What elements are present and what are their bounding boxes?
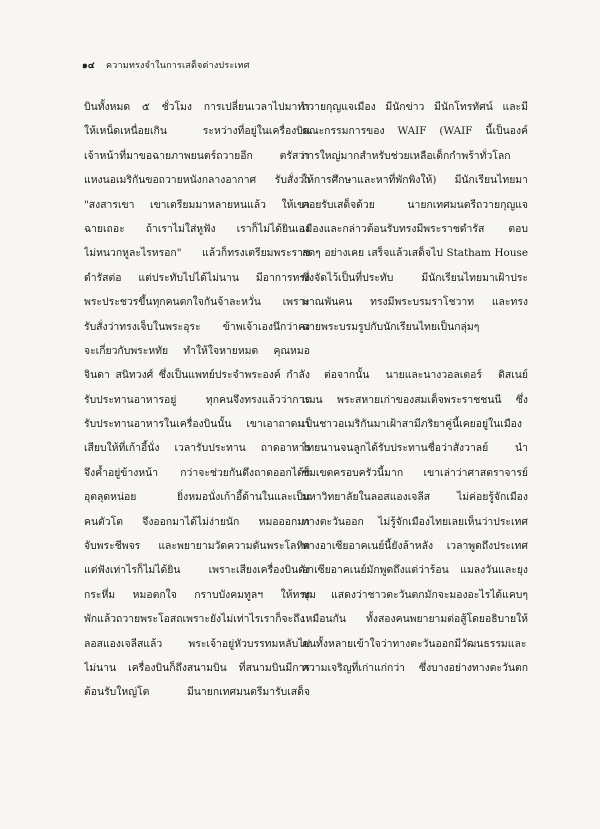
text-line: ต่อจากนั้น นายและนางวอลเตอร์ ดิสเนย์: [324, 369, 528, 382]
text-line: เสียบให้ที่เก้าอี้นั่ง เวลารับประทาน ถาดอาหาร: [84, 442, 310, 455]
text-line: จะเกี่ยวกับพระหทัย ทำให้ใจหายหมด คุณหมอ: [84, 344, 310, 357]
text-line: คณะกรรมการของ WAIF (WAIF นี้เป็นองค์: [302, 125, 528, 138]
text-line: คนทั้งหลายเข้าใจว่าทางตะวันออกมีวัฒนธรรมและ: [302, 637, 527, 650]
text-line: รับประทานอาหารในเครื่องบินนั้น เขาเอาถาดมา: [84, 418, 310, 431]
text-line: แต่ฟังเท่าไรก็ไม่ได้ยิน เพราะเสียงเครื่องบินดัง: [84, 564, 310, 577]
text-line: คอยรับเสด็จด้วย นายกเทศมนตรีถวายกุญแจ: [302, 198, 528, 211]
paragraph: [302, 95, 528, 339]
text-line: กระหึ่ม หมอตกใจ กราบบังคมทูลฯ ให้ทรง: [84, 588, 310, 601]
text-line: การใหญ่มากสำหรับช่วยเหลือเด็กกำพร้าทั่วโลก: [302, 149, 511, 162]
text-line: คนตัวโต จึงออกมาได้ไม่ง่ายนัก หมอออกมา: [84, 515, 310, 528]
left-column: [84, 95, 310, 705]
text-line: ไม่หนวกหูละไรหรอก" แล้วก็ทรงเตรียมพระราช: [84, 247, 310, 260]
text-line: ฉายเถอะ ถ้าเราไม่ใส่หูฟัง เราก็ไม่ได้ยินเอง: [84, 222, 310, 235]
text-line: แหงนอเมริกันขอถวายหนังกลางอากาศ รับสั่งว่า: [84, 174, 310, 187]
text-line: จึงค้ำอยู่ข้างหน้า กว่าจะช่วยกันดึงถาดออกได้ก็: [84, 466, 310, 479]
text-line: ทางตะวันออก ไม่รู้จักเมืองไทยเลยเห็นว่าประเทศ: [302, 515, 528, 528]
text-line: บินทั้งหมด ๕ ชั่วโมง การเปลี่ยนเวลาไปมาทำ: [84, 101, 310, 113]
text-line: พระประชวรขึ้นทุกคนตกใจกันจ้าละหวั่น เพราะ: [84, 296, 310, 309]
text-line: เป็นชาวอเมริกันมาเฝ้าสามีภริยาคู่นี้เคยอยู่ในเมือง: [302, 418, 522, 431]
running-title: ความทรงจำในการเสด็จต่างประเทศ: [106, 61, 250, 71]
text-line: จินดา สนิทวงศ์ ซึ่งเป็นแพทย์ประจำพระองค์ กำลัง: [84, 369, 310, 382]
text-line: ฉายพระบรมรูปกับนักเรียนไทยเป็นกลุ่มๆ: [302, 320, 480, 333]
running-header: [82, 58, 382, 72]
text-line: มาณพันคน ทรงมีพระบรมราโชวาท และทรง: [302, 296, 528, 309]
text-line: ความเจริญที่เก่าแก่กว่า ซึ่งบางอย่างทางตะวันตก: [302, 661, 528, 674]
text-line: พักแล้วถวายพระโอสถเพราะยังไม่เท่าไรเราก็จะถึง: [84, 613, 305, 626]
text-line: ต้อนรับใหญ่โต มีนายกเทศมนตรีมารับเสด็จ: [84, 686, 310, 699]
text-line: ถวายกุญแจเมือง มีนักข่าว มีนักโทรทัศน์ และมี: [302, 101, 528, 113]
text-line: อาเซียอาคเนย์มักพูดถึงแต่ว่าร้อน แมลงวันและยุง: [302, 564, 528, 577]
text-line: ดำรัสต่อ แต่ประทับไปได้ไม่นาน มีอาการทรง: [84, 271, 310, 284]
text-line: ชุม แสดงว่าชาวตะวันตกมักจะมองอะไรได้แคบๆ: [302, 588, 528, 601]
text-line: จับพระชีพจร และพยายามวัดความดันพระโลหิต: [84, 540, 310, 553]
text-line: ไม่นาน เครื่องบินก็ถึงสนามบิน ที่สนามบินมีการ: [84, 661, 310, 674]
text-line: รับประทานอาหารอยู่ ทุกคนจึงทรงแล้วว่าการ: [84, 393, 310, 406]
text-line: เจ้าหน้าที่มาขอฉายภาพยนตร์ถวายอีก ตรัสว่า: [84, 149, 310, 162]
text-line: ทางอาเซียอาคเนย์นี้ยังล้าหลัง เวลาพูดถึงประเทศ: [302, 540, 528, 553]
paragraph-gap: [302, 339, 528, 363]
text-line: ซึ่งจัดไว้เป็นที่ประทับ มีนักเรียนไทยมาเฝ้าประ: [302, 271, 528, 284]
text-line: ให้การศึกษาและหาที่พักพิงให้) มีนักเรียนไทยมา: [302, 174, 528, 187]
text-line: แมน พระสหายเก่าของสมเด็จพระราชชนนี ซึ่ง: [302, 393, 528, 406]
right-column: [302, 95, 528, 680]
text-line: รับสั่งว่าทรงเจ็บในพระอุระ ข้าพเจ้าเองนึกว่าคง: [84, 320, 310, 333]
text-line: ชมเขตครอบครัวนี้มาก เขาเล่าว่าศาสตราจารย์: [302, 466, 528, 479]
text-line: เมืองและกล่าวต้อนรับทรงมีพระราชดำรัส ตอบ: [302, 222, 528, 235]
paragraph: [302, 363, 528, 680]
text-line: อุตลุดหน่อย ยิ่งหมอนั่งเก้าอี้ด้านในและเป็น: [84, 491, 310, 504]
text-line: ลอสแองเจลีสแล้ว พระเจ้าอยู่หัวบรรทมหลับไป: [84, 637, 310, 650]
page-number: ๑๔: [82, 61, 95, 71]
text-line: "สงสารเขา เขาเตรียมมาหลายหนแล้ว ให้เขา: [84, 198, 310, 211]
text-line: เหมือนกัน ทั้งสองคนพยายามต่อสู้โดยอธิบายให้: [302, 613, 528, 626]
text-line: สดๆ อย่างเคย เสร็จแล้วเสด็จไป Statham House: [302, 247, 528, 260]
text-line: ไทยนานจนลูกได้รับประทานชื่อว่าสังวาลย์ นำ: [302, 442, 528, 455]
text-line: มหาวิทยาลัยในลอสแองเจลีส ไม่ค่อยรู้จักเมือง: [302, 491, 528, 504]
text-line: ให้เหน็ดเหนื่อยเกิน ระหว่างที่อยู่ในเครื่องบิน: [84, 125, 310, 138]
